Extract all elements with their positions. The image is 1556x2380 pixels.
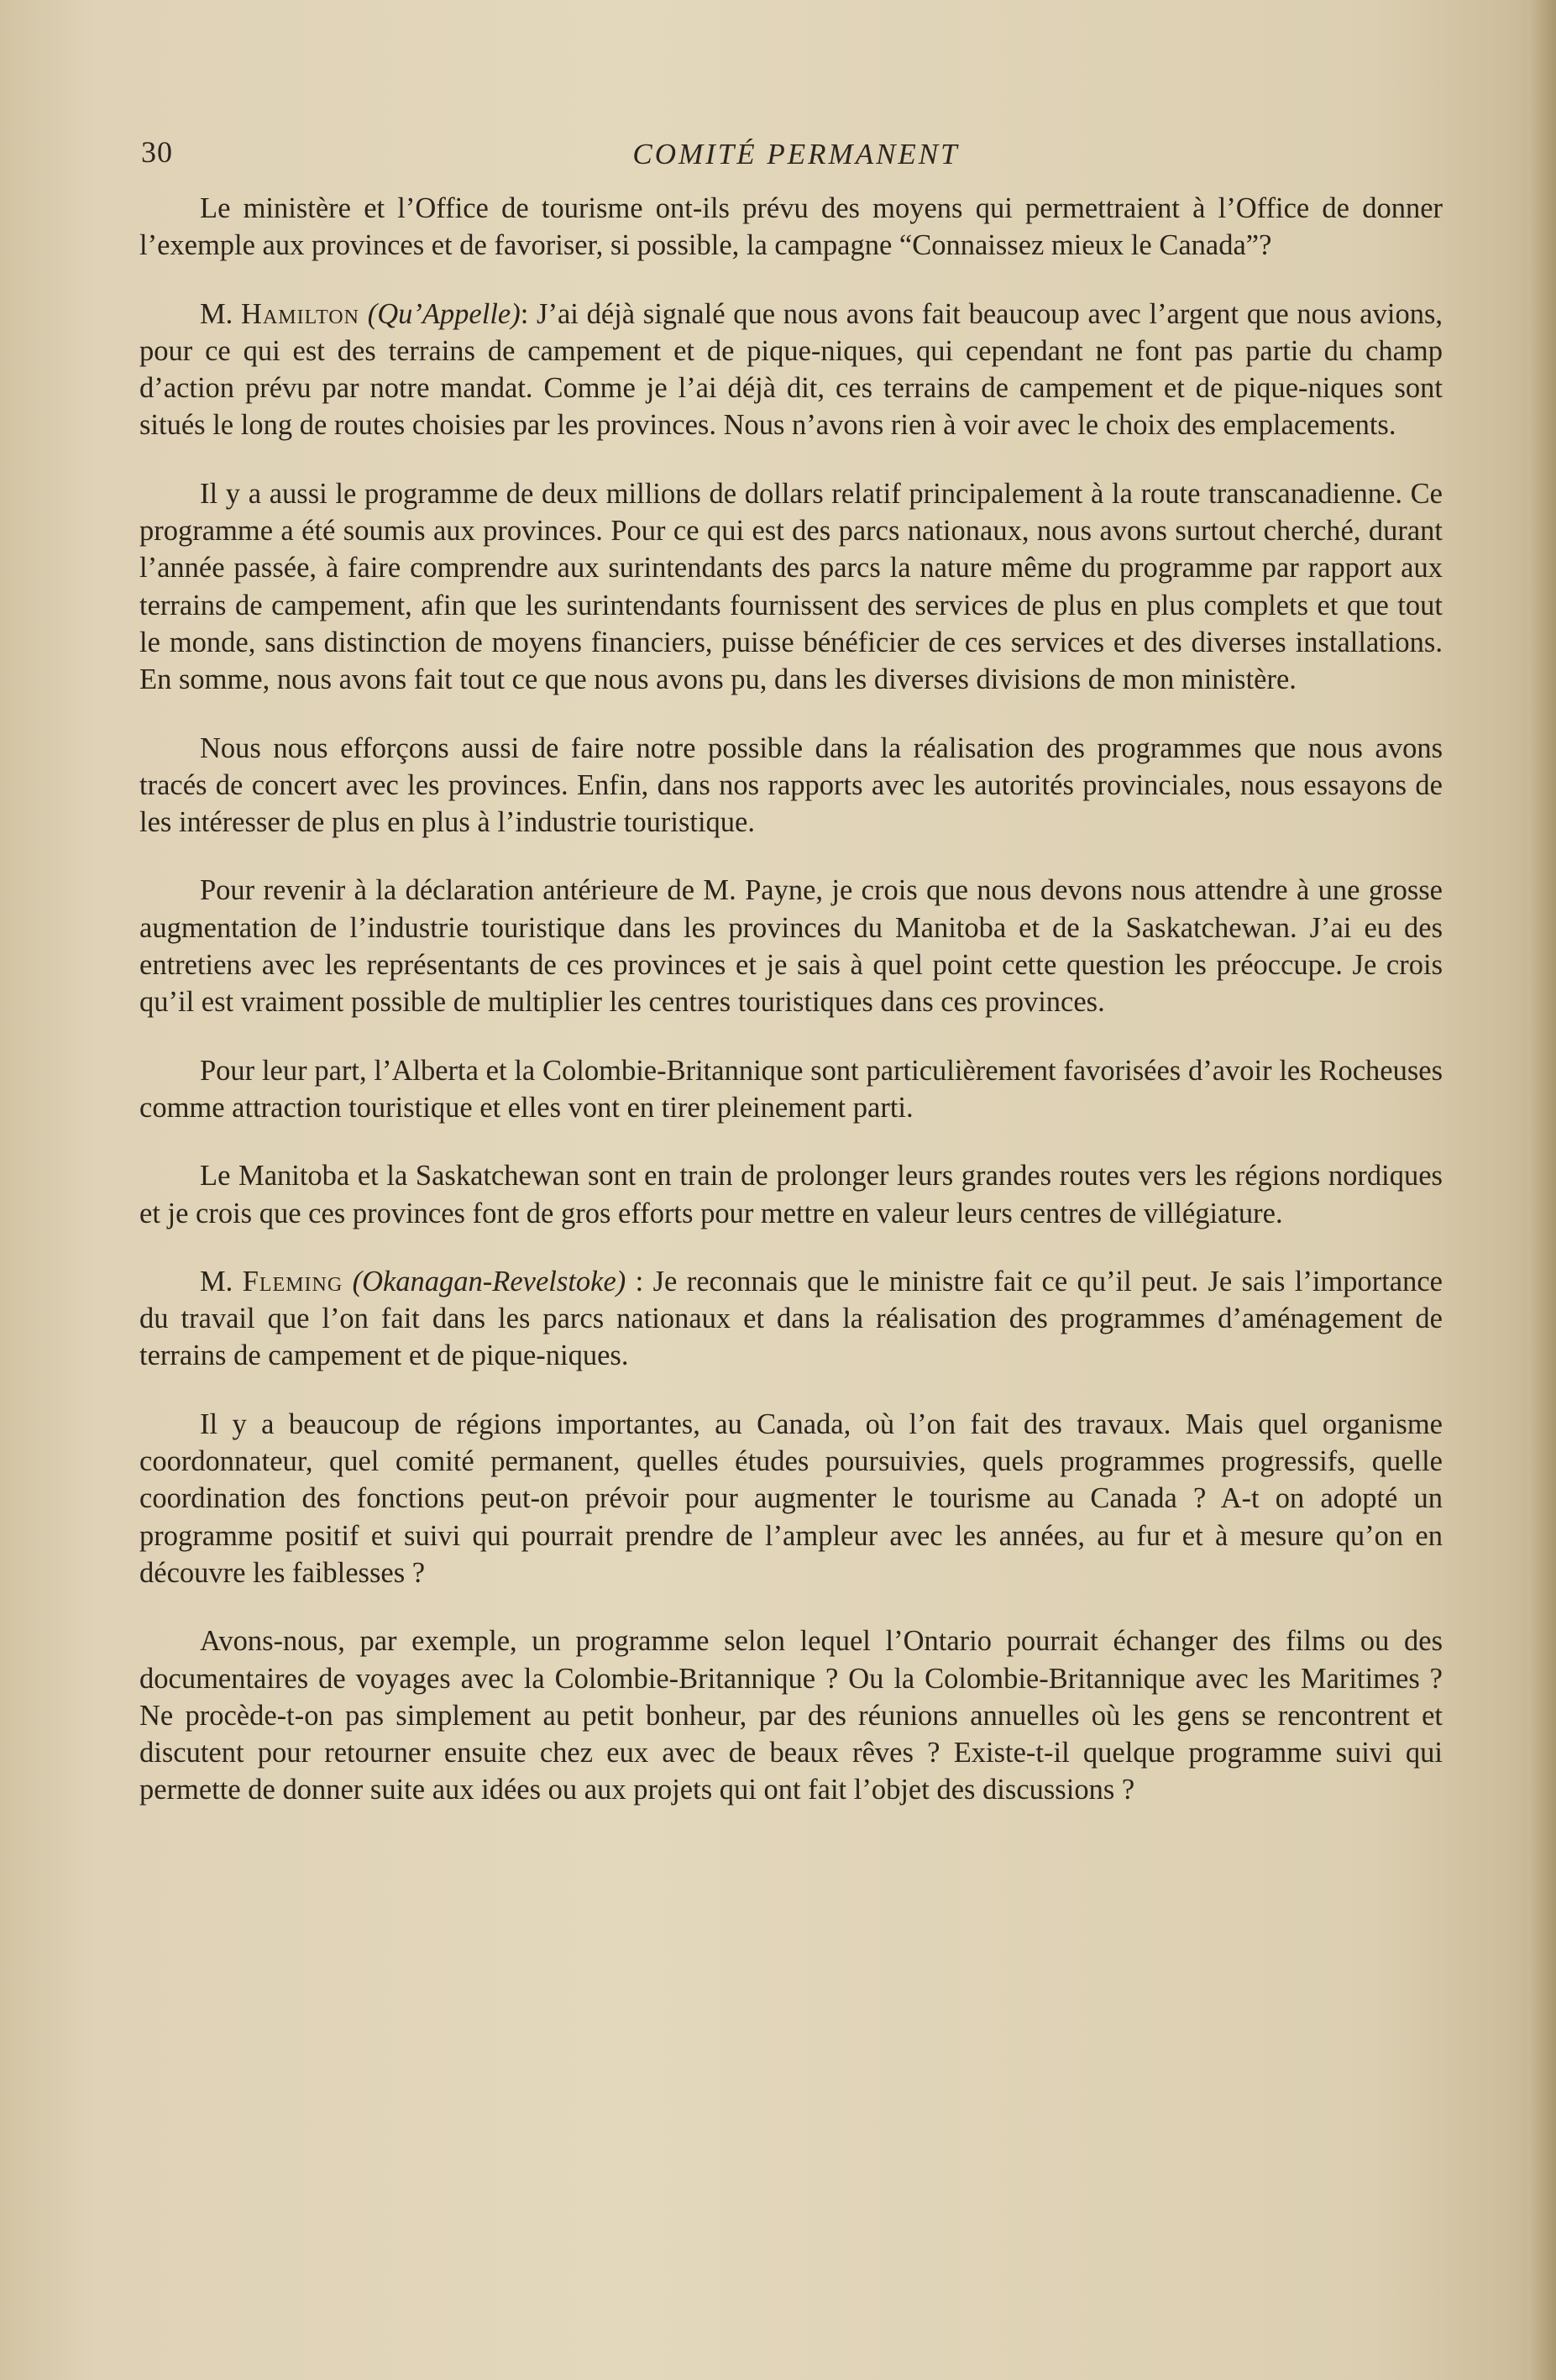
paragraph-text: Pour leur part, l’Alberta et la Colombie-Britannique sont particulièrement favorisées d’avoir les Rocheuses comme attraction touristique et elles vont en tirer pleinement parti. — [139, 1054, 1443, 1124]
paragraph-text: Le ministère et l’Office de tourisme ont-ils prévu des moyens qui permettraient à l’Office de donner l’exemple aux provinces et de favoriser, si possible, la campagne “Connaissez mieux le Canada”? — [139, 192, 1443, 262]
speaker-name: Fleming — [242, 1265, 343, 1297]
paragraph — [139, 1622, 1443, 1808]
paragraph — [139, 872, 1443, 1020]
paragraph-text: Avons-nous, par exemple, un programme selon lequel l’Ontario pourrait échanger des films ou des documentaires de voyages avec la Colombie-Britannique ? Ou la Colombie-Britannique avec les Maritimes ? Ne procède-t-on pas simplement au petit bonheur, par des réunions annuelles où les gens se rencontrent et discutent pour retourner ensuite chez eux avec de beaux rêves ? Existe-t-il quelque programme suivi qui permette de donner suite aux idées ou aux projets qui ont fait l’objet des discussions ? — [139, 1625, 1443, 1806]
speaker-name: Hamilton — [241, 297, 359, 330]
speaker-paragraph — [139, 1263, 1443, 1375]
paragraph — [139, 1157, 1443, 1232]
speaker-riding: (Qu’Appelle) — [367, 297, 521, 330]
page-number: 30 — [141, 135, 173, 169]
speaker-prefix: M. — [200, 1265, 243, 1297]
paragraph-text: Nous nous efforçons aussi de faire notre possible dans la réalisation des programmes que nous avons tracés de concert avec les provinces. Enfin, dans nos rapports avec les autorités provinciales, nous essayons de les intéresser de plus en plus à l’industrie touristique. — [139, 731, 1443, 839]
page-header — [141, 134, 1451, 176]
speaker-prefix: M. — [200, 297, 242, 330]
speaker-paragraph — [139, 296, 1443, 444]
paragraph-text: Il y a beaucoup de régions importantes, au Canada, où l’on fait des travaux. Mais quel organisme coordonnateur, quel comité permanent, quelles études poursuivies, quels programmes progressifs, quelle coordination des fonctions peut-on prévoir pour augmenter le tourisme au Canada ? A-t on adopté un programme positif et suivi qui pourrait prendre de l’ampleur avec les années, au fur et à mesure qu’on en découvre les faiblesses ? — [139, 1408, 1443, 1589]
paragraph-text: : Je reconnais que le ministre fait ce qu’il peut. Je sais l’importance du travail que l’on fait dans les parcs nationaux et dans la réalisation des programmes d’aménagement de terrains de campement et de pique-niques. — [139, 1265, 1443, 1372]
paragraph-text: Le Manitoba et la Saskatchewan sont en train de prolonger leurs grandes routes vers les régions nordiques et je crois que ces provinces font de gros efforts pour mettre en valeur leurs centres de villégiature. — [139, 1160, 1443, 1229]
paragraph — [139, 1052, 1443, 1127]
paragraph-text: Pour revenir à la déclaration antérieure de M. Payne, je crois que nous devons nous attendre à une grosse augmentation de l’industrie touristique dans les provinces du Manitoba et de la Saskatchewan. J’ai eu des entretiens avec les représentants de ces provinces et je sais à quel point cette question les préoccupe. Je crois qu’il est vraiment possible de multiplier les centres touristiques dans ces provinces. — [139, 874, 1443, 1019]
body-text — [139, 190, 1443, 1840]
paragraph — [139, 730, 1443, 841]
paragraph — [139, 1406, 1443, 1591]
page-edge-shadow — [1527, 0, 1556, 2380]
paragraph-text: Il y a aussi le programme de deux millions de dollars relatif principalement à la route transcanadienne. Ce programme a été soumis aux provinces. Pour ce qui est des parcs nationaux, nous avons surtout cherché, durant l’année passée, à faire comprendre aux surintendants des parcs la nature même du programme par rapport aux terrains de campement, afin que les surintendants fournissent des services de plus en plus complets et que tout le monde, sans distinction de moyens financiers, puisse bénéficier de ces services et des diverses installations. En somme, nous avons fait tout ce que nous avons pu, dans les diverses divisions de mon ministère. — [139, 477, 1443, 696]
paragraph — [139, 475, 1443, 699]
running-head: COMITÉ PERMANENT — [632, 138, 960, 170]
paragraph-text: : J’ai déjà signalé que nous avons fait beaucoup avec l’argent que nous avions, pour ce qui est des terrains de campement et de pique-niques, qui cependant ne font pas partie du champ d’action prévu par notre mandat. Comme je l’ai déjà dit, ces terrains de campement et de pique-niques sont situés le long de routes choisies par les provinces. Nous n’avons rien à voir avec le choix des emplacements. — [139, 297, 1443, 442]
paragraph — [139, 190, 1443, 265]
speaker-riding: (Okanagan-Revelstoke) — [352, 1265, 626, 1297]
